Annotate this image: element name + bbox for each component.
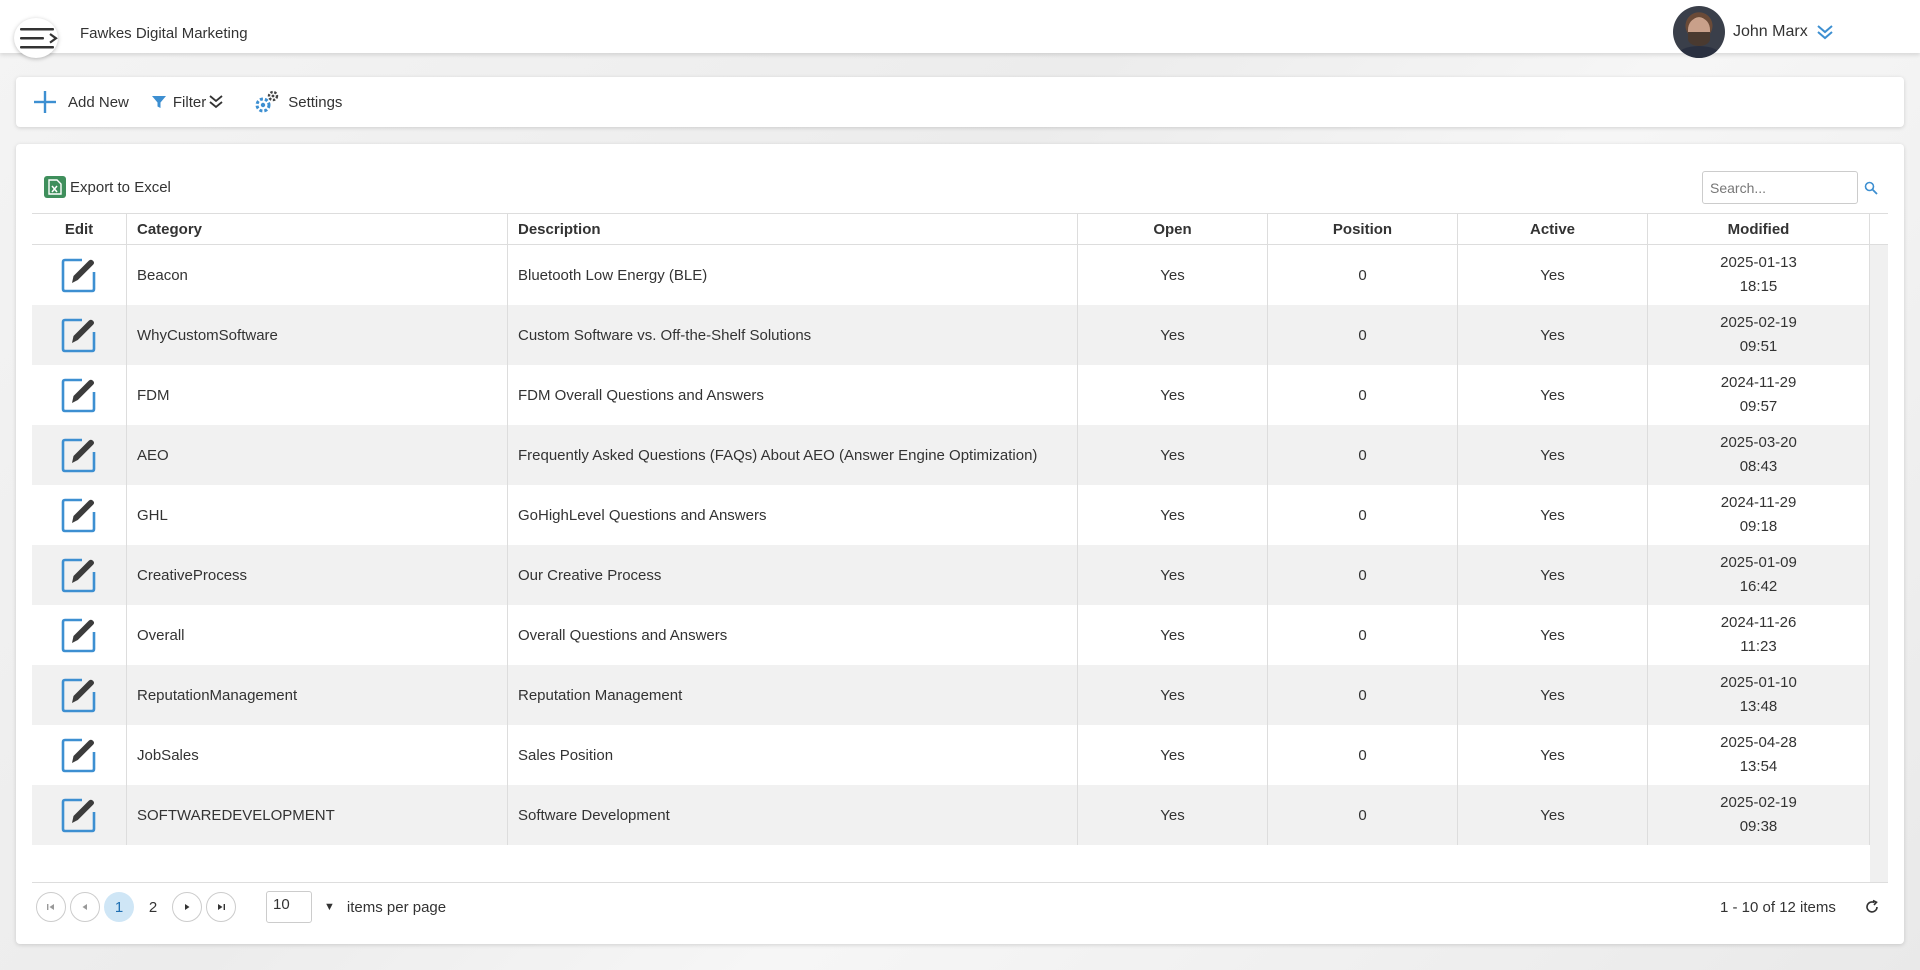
category-cell <box>127 785 508 845</box>
edit-button[interactable] <box>32 316 126 354</box>
items-per-page-label: items per page <box>346 898 447 916</box>
open-value: Yes <box>1160 266 1185 284</box>
page-2-button[interactable]: 2 <box>148 898 158 916</box>
position-cell <box>1268 545 1458 605</box>
position-value: 0 <box>1358 686 1367 704</box>
modified-time: 09:57 <box>1739 398 1778 415</box>
description-cell <box>508 605 1078 665</box>
edit-pencil-icon <box>60 496 98 534</box>
open-value: Yes <box>1160 746 1185 764</box>
edit-pencil-icon <box>60 436 98 474</box>
active-value: Yes <box>1540 506 1565 524</box>
table-row <box>32 365 1870 425</box>
category-cell <box>127 485 508 545</box>
position-cell <box>1268 665 1458 725</box>
page-1-button[interactable]: 1 <box>104 892 134 922</box>
position-cell <box>1268 725 1458 785</box>
modified-time: 13:54 <box>1739 758 1778 775</box>
modified-cell <box>1648 605 1870 665</box>
column-header-edit[interactable]: Edit <box>32 214 127 245</box>
active-value: Yes <box>1540 686 1565 704</box>
position-value: 0 <box>1358 746 1367 764</box>
double-chevron-down-icon <box>1816 23 1834 41</box>
modified-time: 13:48 <box>1739 698 1778 715</box>
modified-time: 11:23 <box>1740 638 1777 655</box>
edit-pencil-icon <box>60 796 98 834</box>
edit-cell <box>32 725 127 785</box>
edit-button[interactable] <box>32 496 126 534</box>
magnifier-icon[interactable] <box>1864 181 1878 195</box>
modified-cell <box>1648 365 1870 425</box>
modified-cell <box>1648 425 1870 485</box>
active-value: Yes <box>1540 386 1565 404</box>
category-value: CreativeProcess <box>137 566 248 584</box>
edit-cell <box>32 485 127 545</box>
add-new-button[interactable] <box>34 91 129 113</box>
position-cell <box>1268 425 1458 485</box>
column-header-modified[interactable]: Modified <box>1648 214 1870 245</box>
table-row <box>32 305 1870 365</box>
category-value: JobSales <box>137 746 199 764</box>
category-value: SOFTWAREDEVELOPMENT <box>137 806 335 824</box>
description-cell <box>508 245 1078 305</box>
active-value: Yes <box>1540 746 1565 764</box>
table-row <box>32 485 1870 545</box>
position-value: 0 <box>1358 506 1367 524</box>
description-value: Reputation Management <box>518 686 683 704</box>
add-new-label: Add New <box>68 93 129 111</box>
modified-date: 2024-11-29 <box>1720 494 1797 511</box>
active-value: Yes <box>1540 326 1565 344</box>
edit-button[interactable] <box>32 556 126 594</box>
last-page-icon <box>216 902 226 912</box>
edit-button[interactable] <box>32 676 126 714</box>
active-cell <box>1458 725 1648 785</box>
open-cell <box>1078 485 1268 545</box>
modified-cell <box>1648 545 1870 605</box>
edit-button[interactable] <box>32 736 126 774</box>
funnel-icon <box>151 94 167 110</box>
edit-button[interactable] <box>32 436 126 474</box>
open-cell <box>1078 725 1268 785</box>
open-cell <box>1078 245 1268 305</box>
active-cell <box>1458 245 1648 305</box>
excel-icon <box>44 176 66 198</box>
active-cell <box>1458 545 1648 605</box>
modified-date: 2024-11-26 <box>1720 614 1797 631</box>
settings-button[interactable] <box>254 90 342 114</box>
modified-date: 2025-01-13 <box>1720 254 1797 271</box>
position-cell <box>1268 305 1458 365</box>
category-cell <box>127 725 508 785</box>
grid-footer-divider <box>32 882 1888 883</box>
edit-pencil-icon <box>60 736 98 774</box>
table-row <box>32 725 1870 785</box>
data-grid <box>32 213 1888 883</box>
modified-cell <box>1648 245 1870 305</box>
description-value: Software Development <box>518 806 670 824</box>
table-row <box>32 605 1870 665</box>
active-cell <box>1458 665 1648 725</box>
active-cell <box>1458 305 1648 365</box>
gears-icon <box>254 90 280 114</box>
open-value: Yes <box>1160 326 1185 344</box>
table-row <box>32 425 1870 485</box>
description-cell <box>508 725 1078 785</box>
open-value: Yes <box>1160 506 1185 524</box>
column-header-open[interactable]: Open <box>1078 214 1268 245</box>
category-cell <box>127 425 508 485</box>
position-cell <box>1268 605 1458 665</box>
filter-label: Filter <box>172 93 207 111</box>
export-to-excel-button[interactable] <box>44 176 171 198</box>
edit-cell <box>32 605 127 665</box>
category-value: FDM <box>137 386 170 404</box>
column-header-active[interactable]: Active <box>1458 214 1648 245</box>
menu-toggle-button[interactable] <box>14 18 58 58</box>
description-value: Custom Software vs. Off-the-Shelf Solutions <box>518 326 812 344</box>
edit-cell <box>32 665 127 725</box>
first-page-icon <box>46 902 56 912</box>
grid-body <box>32 245 1888 845</box>
description-value: Overall Questions and Answers <box>518 626 728 644</box>
active-cell <box>1458 785 1648 845</box>
page-size-select[interactable]: 10 <box>266 891 312 923</box>
modified-date: 2025-01-10 <box>1720 674 1797 691</box>
modified-date: 2024-11-29 <box>1720 374 1797 391</box>
position-value: 0 <box>1358 326 1367 344</box>
modified-time: 18:15 <box>1739 278 1778 295</box>
modified-time: 09:18 <box>1739 518 1778 535</box>
pager <box>36 889 446 925</box>
prev-page-button[interactable] <box>70 892 100 922</box>
dropdown-arrow-icon[interactable]: ▼ <box>324 901 335 913</box>
modified-date: 2025-03-20 <box>1720 434 1797 451</box>
open-value: Yes <box>1160 386 1185 404</box>
table-row <box>32 245 1870 305</box>
category-cell <box>127 365 508 425</box>
edit-cell <box>32 305 127 365</box>
category-value: ReputationManagement <box>137 686 298 704</box>
description-cell <box>508 785 1078 845</box>
category-cell <box>127 665 508 725</box>
grid-header <box>32 213 1888 245</box>
settings-label: Settings <box>288 93 343 111</box>
active-cell <box>1458 365 1648 425</box>
open-value: Yes <box>1160 686 1185 704</box>
position-cell <box>1268 245 1458 305</box>
edit-button[interactable] <box>32 256 126 294</box>
active-value: Yes <box>1540 446 1565 464</box>
category-cell <box>127 605 508 665</box>
modified-date: 2025-02-19 <box>1720 794 1797 811</box>
category-value: WhyCustomSoftware <box>137 326 278 344</box>
table-row <box>32 665 1870 725</box>
position-cell <box>1268 485 1458 545</box>
avatar <box>1673 6 1725 58</box>
edit-cell <box>32 365 127 425</box>
description-cell <box>508 425 1078 485</box>
top-header-bar <box>0 0 1920 53</box>
plus-icon <box>34 91 56 113</box>
edit-pencil-icon <box>60 556 98 594</box>
first-page-button[interactable] <box>36 892 66 922</box>
position-value: 0 <box>1358 806 1367 824</box>
edit-button[interactable] <box>32 616 126 654</box>
double-chevron-down-icon <box>208 94 224 110</box>
category-cell <box>127 305 508 365</box>
table-row <box>32 545 1870 605</box>
open-cell <box>1078 665 1268 725</box>
active-value: Yes <box>1540 626 1565 644</box>
position-cell <box>1268 785 1458 845</box>
open-cell <box>1078 305 1268 365</box>
edit-cell <box>32 545 127 605</box>
modified-date: 2025-04-28 <box>1720 734 1797 751</box>
description-cell <box>508 365 1078 425</box>
active-value: Yes <box>1540 266 1565 284</box>
modified-cell <box>1648 305 1870 365</box>
position-value: 0 <box>1358 266 1367 284</box>
active-cell <box>1458 425 1648 485</box>
next-page-icon <box>182 902 192 912</box>
category-value: GHL <box>137 506 168 524</box>
column-header-description[interactable]: Description <box>508 214 1078 245</box>
position-value: 0 <box>1358 626 1367 644</box>
modified-time: 16:42 <box>1739 578 1778 595</box>
edit-pencil-icon <box>60 616 98 654</box>
open-value: Yes <box>1160 806 1185 824</box>
description-value: Our Creative Process <box>518 566 662 584</box>
open-value: Yes <box>1160 566 1185 584</box>
filter-button[interactable] <box>151 94 224 111</box>
refresh-icon[interactable] <box>1864 899 1880 915</box>
edit-cell <box>32 785 127 845</box>
modified-cell <box>1648 665 1870 725</box>
description-cell <box>508 665 1078 725</box>
column-header-category[interactable]: Category <box>127 214 508 245</box>
category-value: Beacon <box>137 266 188 284</box>
active-cell <box>1458 605 1648 665</box>
modified-date: 2025-01-09 <box>1720 554 1797 571</box>
position-value: 0 <box>1358 446 1367 464</box>
active-value: Yes <box>1540 566 1565 584</box>
open-value: Yes <box>1160 446 1185 464</box>
toolbar <box>16 77 1904 127</box>
modified-cell <box>1648 725 1870 785</box>
user-name: John Marx <box>1733 23 1808 40</box>
edit-button[interactable] <box>32 376 126 414</box>
modified-time: 09:51 <box>1739 338 1778 355</box>
modified-time: 08:43 <box>1739 458 1778 475</box>
pager-info: 1 - 10 of 12 items <box>1720 899 1836 916</box>
edit-cell <box>32 425 127 485</box>
position-cell <box>1268 365 1458 425</box>
open-value: Yes <box>1160 626 1185 644</box>
table-row <box>32 785 1870 845</box>
category-value: Overall <box>137 626 185 644</box>
open-cell <box>1078 425 1268 485</box>
grid-card <box>16 144 1904 944</box>
description-cell <box>508 545 1078 605</box>
active-value: Yes <box>1540 806 1565 824</box>
open-cell <box>1078 545 1268 605</box>
position-value: 0 <box>1358 386 1367 404</box>
description-value: Bluetooth Low Energy (BLE) <box>518 266 708 284</box>
edit-pencil-icon <box>60 316 98 354</box>
description-value: GoHighLevel Questions and Answers <box>518 506 767 524</box>
hamburger-icon <box>20 26 58 54</box>
edit-pencil-icon <box>60 256 98 294</box>
position-value: 0 <box>1358 566 1367 584</box>
category-cell <box>127 245 508 305</box>
edit-button[interactable] <box>32 796 126 834</box>
open-cell <box>1078 605 1268 665</box>
edit-pencil-icon <box>60 376 98 414</box>
modified-cell <box>1648 485 1870 545</box>
column-header-position[interactable]: Position <box>1268 214 1458 245</box>
edit-cell <box>32 245 127 305</box>
modified-time: 09:38 <box>1739 818 1778 835</box>
export-label: Export to Excel <box>70 178 171 196</box>
user-menu[interactable] <box>1673 6 1834 58</box>
next-page-button[interactable] <box>172 892 202 922</box>
prev-page-icon <box>80 902 90 912</box>
description-cell <box>508 305 1078 365</box>
search-input[interactable] <box>1702 171 1858 204</box>
open-cell <box>1078 785 1268 845</box>
category-cell <box>127 545 508 605</box>
description-cell <box>508 485 1078 545</box>
last-page-button[interactable] <box>206 892 236 922</box>
edit-pencil-icon <box>60 676 98 714</box>
vertical-scrollbar[interactable] <box>1870 245 1888 883</box>
modified-date: 2025-02-19 <box>1720 314 1797 331</box>
description-value: Frequently Asked Questions (FAQs) About AEO (Answer Engine Optimization) <box>518 446 1038 464</box>
category-value: AEO <box>137 446 169 464</box>
open-cell <box>1078 365 1268 425</box>
active-cell <box>1458 485 1648 545</box>
description-value: Sales Position <box>518 746 614 764</box>
modified-cell <box>1648 785 1870 845</box>
description-value: FDM Overall Questions and Answers <box>518 386 764 404</box>
company-name: Fawkes Digital Marketing <box>80 25 248 42</box>
